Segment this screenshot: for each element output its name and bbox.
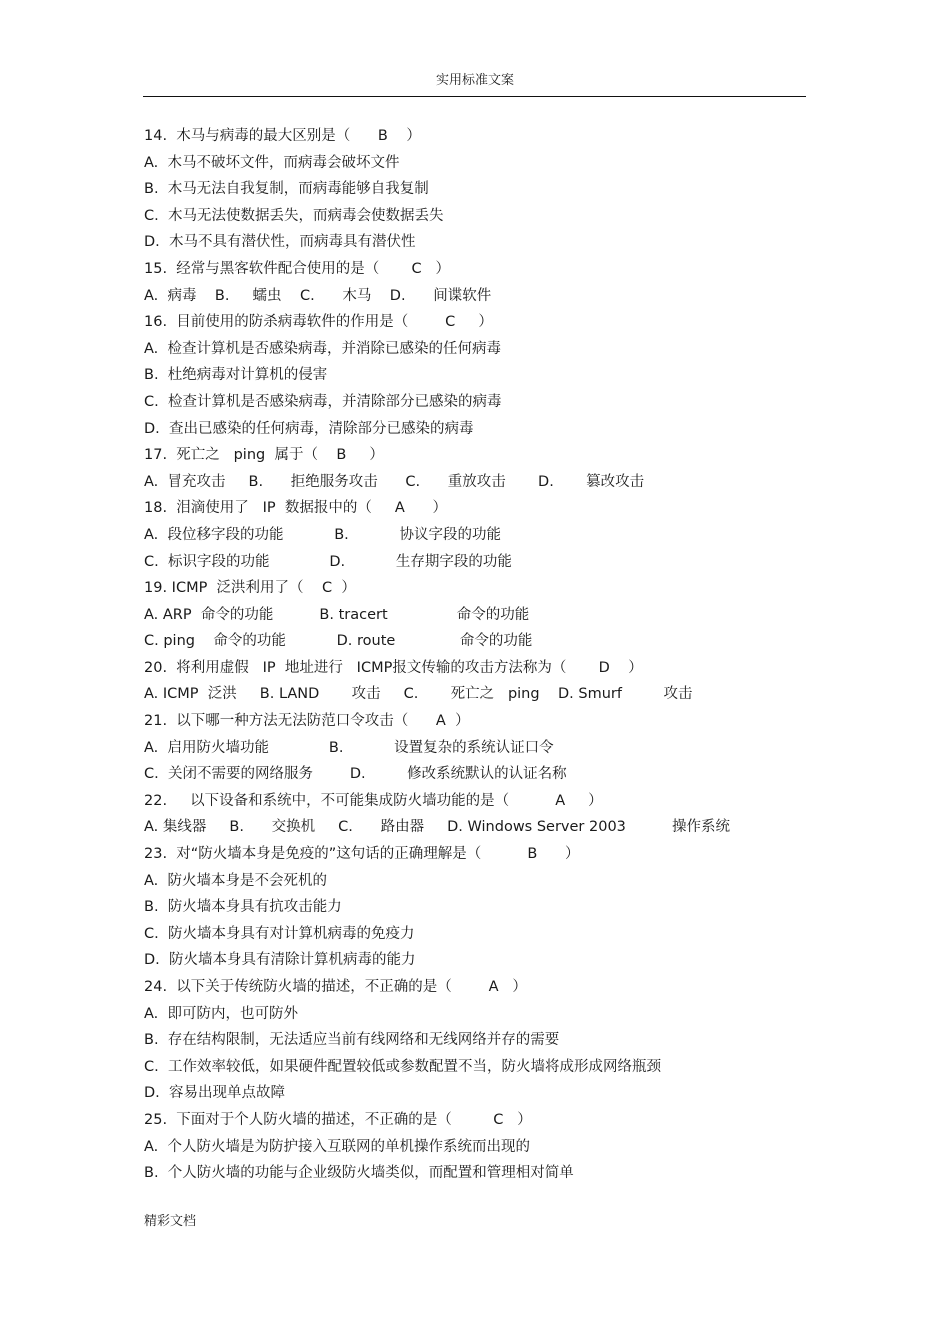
text-line: A. 检查计算机是否感染病毒，并消除已感染的任何病毒 [144, 340, 501, 357]
text-line: B. 个人防火墙的功能与企业级防火墙类似，而配置和管理相对简单 [144, 1165, 574, 1182]
text-line: A. 木马不破坏文件，而病毒会破坏文件 [144, 154, 400, 171]
question-list [144, 123, 806, 1187]
text-line: A. 冒充攻击 B. 拒绝服务攻击 C. 重放攻击 D. 篡改攻击 [144, 473, 645, 490]
text-line: D. 查出已感染的任何病毒，清除部分已感染的病毒 [144, 420, 474, 437]
text-line: 25. 下面对于个人防火墙的描述，不正确的是（ C ） [144, 1111, 532, 1128]
text-line: 22. 以下设备和系统中，不可能集成防火墙功能的是（ A ） [144, 792, 603, 809]
page-header: 实用标准文案 [435, 73, 514, 88]
text-line: A. 个人防火墙是为防护接入互联网的单机操作系统而出现的 [144, 1138, 530, 1155]
text-line: C. ping 命令的功能 D. route 命令的功能 [144, 633, 533, 650]
text-line: A. 段位移字段的功能 B. 协议字段的功能 [144, 526, 501, 543]
text-line: B. 防火墙本身具有抗攻击能力 [144, 899, 342, 916]
text-line: 18. 泪滴使用了 IP 数据报中的（ A ） [144, 500, 447, 517]
text-line: C. 关闭不需要的网络服务 D. 修改系统默认的认证名称 [144, 766, 567, 783]
text-line: A. 集线器 B. 交换机 C. 路由器 D. Windows Server 2003 操作系统 [144, 819, 730, 836]
text-line: C. 检查计算机是否感染病毒，并清除部分已感染的病毒 [144, 393, 502, 410]
text-line: B. 木马无法自我复制，而病毒能够自我复制 [144, 181, 429, 198]
text-line: 20. 将利用虚假 IP 地址进行 ICMP报文传输的攻击方法称为（ D ） [144, 659, 643, 676]
text-line: B. 存在结构限制，无法适应当前有线网络和无线网络并存的需要 [144, 1032, 560, 1049]
text-line: C. 工作效率较低，如果硬件配置较低或参数配置不当，防火墙将成形成网络瓶颈 [144, 1058, 661, 1075]
text-line: B. 杜绝病毒对计算机的侵害 [144, 367, 328, 384]
text-line: A. ARP 命令的功能 B. tracert 命令的功能 [144, 606, 530, 623]
text-line: C. 木马无法使数据丢失，而病毒会使数据丢失 [144, 207, 444, 224]
page-footer: 精彩文档 [144, 1214, 197, 1229]
text-line: C. 防火墙本身具有对计算机病毒的免疫力 [144, 925, 415, 942]
text-line: 23. 对“防火墙本身是免疫的”这句话的正确理解是（ B ） [144, 846, 580, 863]
header-divider [143, 96, 806, 97]
text-line: D. 防火墙本身具有清除计算机病毒的能力 [144, 952, 416, 969]
text-line: C. 标识字段的功能 D. 生存期字段的功能 [144, 553, 512, 570]
text-line: 21. 以下哪一种方法无法防范口令攻击（ A ） [144, 713, 470, 730]
text-line: A. ICMP 泛洪 B. LAND 攻击 C. 死亡之 ping D. Smurf 攻击 [144, 686, 693, 703]
text-line: A. 即可防内，也可防外 [144, 1005, 298, 1022]
text-line: 16. 目前使用的防杀病毒软件的作用是（ C ） [144, 314, 493, 331]
text-line: D. 木马不具有潜伏性，而病毒具有潜伏性 [144, 234, 416, 251]
text-line: 19. ICMP 泛洪利用了（ C ） [144, 580, 356, 597]
text-line: D. 容易出现单点故障 [144, 1085, 285, 1102]
text-line: A. 病毒 B. 蠕虫 C. 木马 D. 间谍软件 [144, 287, 492, 304]
text-line: 24. 以下关于传统防火墙的描述，不正确的是（ A ） [144, 979, 527, 995]
text-line: A. 防火墙本身是不会死机的 [144, 872, 327, 889]
text-line: 17. 死亡之 ping 属于（ B ） [144, 447, 384, 464]
text-line: 15. 经常与黑客软件配合使用的是（ C ） [144, 260, 450, 277]
text-line: 14. 木马与病毒的最大区别是（ B ） [144, 128, 421, 144]
text-line: A. 启用防火墙功能 B. 设置复杂的系统认证口令 [144, 739, 554, 756]
